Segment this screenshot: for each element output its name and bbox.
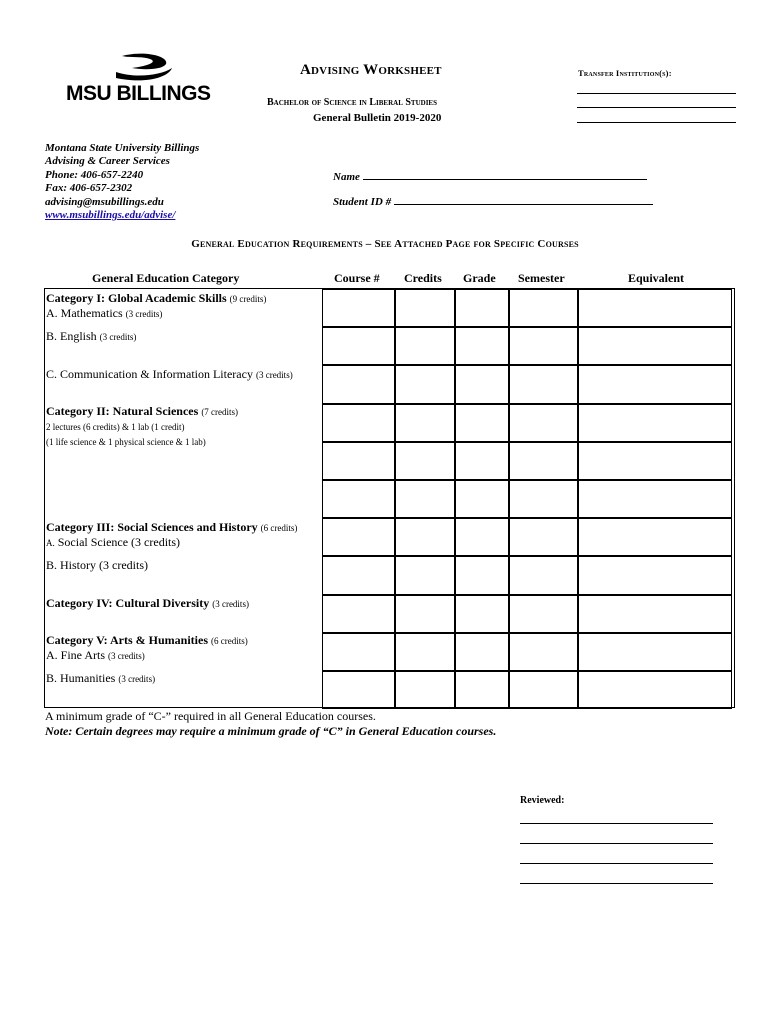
equivalent-entry-cell[interactable] bbox=[578, 595, 732, 633]
credits-entry-cell[interactable] bbox=[395, 480, 455, 518]
semester-entry-cell[interactable] bbox=[509, 518, 578, 556]
semester-entry-cell[interactable] bbox=[509, 633, 578, 671]
semester-entry-cell[interactable] bbox=[509, 671, 578, 709]
institution-name: Montana State University Billings bbox=[45, 142, 200, 154]
equivalent-entry-cell[interactable] bbox=[578, 671, 732, 709]
equivalent-entry-cell[interactable] bbox=[578, 633, 732, 671]
category-5b-label: B. Humanities (3 credits) bbox=[46, 671, 156, 685]
msu-billings-logo bbox=[66, 52, 216, 108]
credits-entry-cell[interactable] bbox=[395, 518, 455, 556]
grade-entry-cell[interactable] bbox=[455, 365, 509, 403]
grade-entry-cell[interactable] bbox=[455, 671, 509, 709]
semester-entry-cell[interactable] bbox=[509, 365, 578, 403]
equivalent-entry-cell[interactable] bbox=[578, 442, 732, 480]
equivalent-entry-cell[interactable] bbox=[578, 518, 732, 556]
student-id-field[interactable] bbox=[333, 195, 653, 208]
reviewed-line-1[interactable] bbox=[520, 823, 713, 824]
transfer-line-2[interactable] bbox=[577, 107, 736, 108]
grade-entry-cell[interactable] bbox=[455, 442, 509, 480]
logo-wordmark: MSU BILLINGS bbox=[66, 82, 211, 105]
logo-swoosh-icon bbox=[114, 52, 174, 82]
course-entry-cell[interactable] bbox=[322, 404, 395, 442]
grade-entry-cell[interactable] bbox=[455, 327, 509, 365]
col-equivalent: Equivalent bbox=[628, 271, 685, 285]
credits-entry-cell[interactable] bbox=[395, 365, 455, 403]
course-entry-cell[interactable] bbox=[322, 633, 395, 671]
transfer-line-1[interactable] bbox=[577, 93, 736, 94]
semester-entry-cell[interactable] bbox=[509, 404, 578, 442]
course-entry-cell[interactable] bbox=[322, 556, 395, 594]
credits-entry-cell[interactable] bbox=[395, 404, 455, 442]
category-1c-label: C. Communication & Information Literacy (3 credits) bbox=[46, 367, 293, 381]
course-entry-cell[interactable] bbox=[322, 518, 395, 556]
credits-entry-cell[interactable] bbox=[395, 556, 455, 594]
equivalent-entry-cell[interactable] bbox=[578, 327, 732, 365]
col-credits: Credits bbox=[404, 271, 442, 285]
course-entry-cell[interactable] bbox=[322, 442, 395, 480]
email-address: advising@msubillings.edu bbox=[45, 195, 164, 208]
col-grade: Grade bbox=[463, 271, 496, 285]
fax-number: Fax: 406-657-2302 bbox=[45, 182, 133, 195]
grade-entry-cell[interactable] bbox=[455, 556, 509, 594]
name-input-line[interactable] bbox=[363, 170, 647, 180]
student-id-input-line[interactable] bbox=[394, 195, 653, 205]
semester-entry-cell[interactable] bbox=[509, 327, 578, 365]
semester-entry-cell[interactable] bbox=[509, 556, 578, 594]
category-1-label: Category I: Global Academic Skills (9 credits) A. Mathematics (3 credits) bbox=[46, 291, 267, 320]
semester-entry-cell[interactable] bbox=[509, 595, 578, 633]
equivalent-entry-cell[interactable] bbox=[578, 289, 732, 327]
reviewed-line-4[interactable] bbox=[520, 883, 713, 884]
min-grade-note: A minimum grade of “C-” required in all General Education courses. bbox=[45, 709, 376, 723]
page-title: Advising Worksheet bbox=[300, 62, 442, 78]
course-entry-cell[interactable] bbox=[322, 289, 395, 327]
transfer-institution-label: Transfer Institution(s): bbox=[578, 68, 672, 78]
credits-entry-cell[interactable] bbox=[395, 327, 455, 365]
col-course: Course # bbox=[334, 271, 380, 285]
semester-entry-cell[interactable] bbox=[509, 289, 578, 327]
credits-entry-cell[interactable] bbox=[395, 595, 455, 633]
section-heading: General Education Requirements – See Attached Page for Specific Courses bbox=[191, 238, 579, 250]
equivalent-entry-cell[interactable] bbox=[578, 404, 732, 442]
student-id-label: Student ID # bbox=[333, 196, 392, 208]
equivalent-entry-cell[interactable] bbox=[578, 365, 732, 403]
semester-entry-cell[interactable] bbox=[509, 442, 578, 480]
name-field[interactable] bbox=[333, 170, 647, 183]
credits-entry-cell[interactable] bbox=[395, 289, 455, 327]
category-4-label: Category IV: Cultural Diversity (3 credits) bbox=[46, 596, 249, 610]
credits-entry-cell[interactable] bbox=[395, 442, 455, 480]
category-3-label: Category III: Social Sciences and History (6 credits) A. Social Science (3 credits) bbox=[46, 520, 298, 549]
grade-entry-cell[interactable] bbox=[455, 404, 509, 442]
bulletin-year: General Bulletin 2019-2020 bbox=[313, 112, 442, 124]
category-2-label: Category II: Natural Sciences (7 credits) 2 lectures (6 credits) & 1 lab (1 credit) (1 life science & 1 physical science & 1 lab) bbox=[46, 404, 239, 447]
course-entry-cell[interactable] bbox=[322, 327, 395, 365]
office-name: Advising & Career Services bbox=[45, 155, 170, 168]
course-entry-cell[interactable] bbox=[322, 365, 395, 403]
phone-number: Phone: 406-657-2240 bbox=[45, 168, 144, 181]
credits-entry-cell[interactable] bbox=[395, 633, 455, 671]
grade-entry-cell[interactable] bbox=[455, 633, 509, 671]
grade-entry-cell[interactable] bbox=[455, 480, 509, 518]
credits-entry-cell[interactable] bbox=[395, 671, 455, 709]
contact-block bbox=[45, 142, 199, 222]
grade-entry-cell[interactable] bbox=[455, 289, 509, 327]
course-entry-cell[interactable] bbox=[322, 595, 395, 633]
degree-title: Bachelor of Science in Liberal Studies bbox=[267, 97, 437, 108]
col-semester: Semester bbox=[518, 271, 565, 285]
reviewed-label: Reviewed: bbox=[520, 795, 565, 806]
grade-entry-cell[interactable] bbox=[455, 518, 509, 556]
equivalent-entry-cell[interactable] bbox=[578, 480, 732, 518]
col-category: General Education Category bbox=[92, 271, 240, 285]
grade-entry-cell[interactable] bbox=[455, 595, 509, 633]
category-5-label: Category V: Arts & Humanities (6 credits) A. Fine Arts (3 credits) bbox=[46, 633, 248, 662]
course-entry-cell[interactable] bbox=[322, 671, 395, 709]
equivalent-entry-cell[interactable] bbox=[578, 556, 732, 594]
reviewed-line-2[interactable] bbox=[520, 843, 713, 844]
website-link[interactable]: www.msubillings.edu/advise/ bbox=[45, 209, 176, 222]
course-entry-cell[interactable] bbox=[322, 480, 395, 518]
transfer-line-3[interactable] bbox=[577, 122, 736, 123]
reviewed-line-3[interactable] bbox=[520, 863, 713, 864]
degree-grade-note: Note: Certain degrees may require a minimum grade of “C” in General Education courses. bbox=[45, 724, 497, 738]
category-3b-label: B. History (3 credits) bbox=[46, 558, 148, 572]
category-1b-label: B. English (3 credits) bbox=[46, 329, 137, 343]
semester-entry-cell[interactable] bbox=[509, 480, 578, 518]
name-label: Name bbox=[333, 171, 360, 183]
